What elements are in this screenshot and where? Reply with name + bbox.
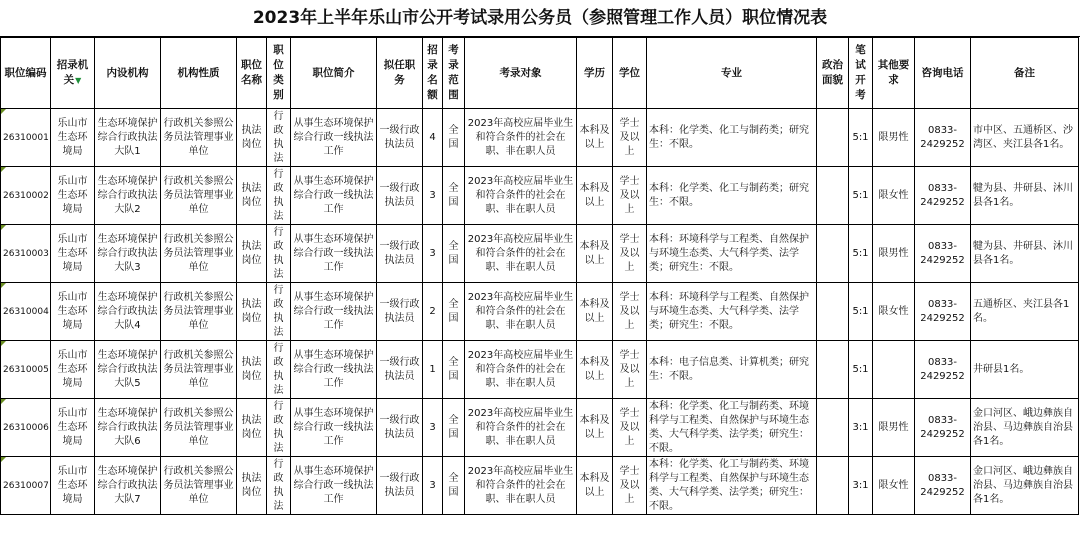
cell-edu[interactable]: 本科及以上	[577, 399, 613, 457]
cell-intro[interactable]: 从事生态环境保护综合行政一线执法工作	[291, 457, 377, 515]
cell-rank[interactable]: 一级行政执法员	[377, 341, 423, 399]
cell-code[interactable]: 26310006	[1, 399, 51, 457]
table-row	[1, 225, 1079, 283]
cell-dept[interactable]: 生态环境保护综合行政执法大队1	[95, 109, 161, 167]
cell-phone[interactable]: 0833-2429252	[915, 399, 971, 457]
cell-edu[interactable]: 本科及以上	[577, 109, 613, 167]
table-row	[1, 457, 1079, 515]
cell-agency[interactable]: 乐山市生态环境局	[51, 399, 95, 457]
cell-major[interactable]: 本科：化学类、化工与制药类、环境科学与工程类、自然保护与环境生态类、大气科学类、法学类；研究生：不限。	[647, 457, 817, 515]
page-title: 2023年上半年乐山市公开考试录用公务员（参照管理工作人员）职位情况表	[0, 0, 1080, 37]
cell-phone[interactable]: 0833-2429252	[915, 283, 971, 341]
cell-intro[interactable]: 从事生态环境保护综合行政一线执法工作	[291, 167, 377, 225]
cell-pos-type[interactable]: 行政执法	[267, 341, 291, 399]
cell-intro[interactable]: 从事生态环境保护综合行政一线执法工作	[291, 399, 377, 457]
cell-intro[interactable]: 从事生态环境保护综合行政一线执法工作	[291, 341, 377, 399]
cell-nature[interactable]: 行政机关参照公务员法管理事业单位	[161, 109, 237, 167]
cell-quota[interactable]: 2	[423, 283, 443, 341]
cell-degree[interactable]: 学士及以上	[613, 109, 647, 167]
cell-pos-type[interactable]: 行政执法	[267, 225, 291, 283]
header-scope[interactable]: 考录范围	[443, 38, 465, 109]
cell-intro[interactable]: 从事生态环境保护综合行政一线执法工作	[291, 283, 377, 341]
header-pos-type[interactable]: 职位类别	[267, 38, 291, 109]
cell-code[interactable]: 26310005	[1, 341, 51, 399]
cell-ratio[interactable]: 5:1	[849, 283, 873, 341]
header-nature[interactable]: 机构性质	[161, 38, 237, 109]
cell-phone[interactable]: 0833-2429252	[915, 341, 971, 399]
cell-ratio[interactable]: 5:1	[849, 109, 873, 167]
cell-note[interactable]: 犍为县、井研县、沐川县各1名。	[971, 225, 1079, 283]
header-code[interactable]: 职位编码	[1, 38, 51, 109]
header-pos-name[interactable]: 职位名称	[237, 38, 267, 109]
cell-pos-name[interactable]: 执法岗位	[237, 457, 267, 515]
cell-scope[interactable]: 全国	[443, 283, 465, 341]
cell-target[interactable]: 2023年高校应届毕业生和符合条件的社会在职、非在职人员	[465, 341, 577, 399]
header-agency[interactable]	[51, 38, 95, 109]
cell-ratio[interactable]: 3:1	[849, 457, 873, 515]
cell-rank[interactable]: 一级行政执法员	[377, 283, 423, 341]
cell-note[interactable]: 金口河区、峨边彝族自治县、马边彝族自治县各1名。	[971, 399, 1079, 457]
cell-politics[interactable]	[817, 399, 849, 457]
cell-nature[interactable]: 行政机关参照公务员法管理事业单位	[161, 283, 237, 341]
cell-edu[interactable]: 本科及以上	[577, 167, 613, 225]
cell-nature[interactable]: 行政机关参照公务员法管理事业单位	[161, 167, 237, 225]
header-quota[interactable]: 招录名额	[423, 38, 443, 109]
cell-target[interactable]: 2023年高校应届毕业生和符合条件的社会在职、非在职人员	[465, 457, 577, 515]
cell-note[interactable]: 犍为县、井研县、沐川县各1名。	[971, 167, 1079, 225]
cell-degree[interactable]: 学士及以上	[613, 283, 647, 341]
cell-other[interactable]	[873, 341, 915, 399]
cell-agency[interactable]: 乐山市生态环境局	[51, 109, 95, 167]
header-target[interactable]: 考录对象	[465, 38, 577, 109]
cell-pos-name[interactable]: 执法岗位	[237, 399, 267, 457]
cell-pos-name[interactable]: 执法岗位	[237, 167, 267, 225]
table-row	[1, 167, 1079, 225]
cell-rank[interactable]: 一级行政执法员	[377, 109, 423, 167]
cell-scope[interactable]: 全国	[443, 457, 465, 515]
table-row	[1, 341, 1079, 399]
cell-other[interactable]: 限男性	[873, 225, 915, 283]
positions-table	[0, 37, 1079, 515]
cell-code[interactable]: 26310004	[1, 283, 51, 341]
header-agency-label: 招录机关	[56, 59, 89, 86]
cell-ratio[interactable]: 5:1	[849, 167, 873, 225]
cell-degree[interactable]: 学士及以上	[613, 341, 647, 399]
cell-quota[interactable]: 3	[423, 225, 443, 283]
cell-pos-name[interactable]: 执法岗位	[237, 341, 267, 399]
header-note[interactable]: 备注	[971, 38, 1079, 109]
cell-dept[interactable]: 生态环境保护综合行政执法大队6	[95, 399, 161, 457]
cell-politics[interactable]	[817, 225, 849, 283]
cell-note[interactable]: 五通桥区、夹江县各1名。	[971, 283, 1079, 341]
cell-quota[interactable]: 3	[423, 457, 443, 515]
cell-code[interactable]: 26310001	[1, 109, 51, 167]
cell-scope[interactable]: 全国	[443, 341, 465, 399]
header-politics[interactable]: 政治面貌	[817, 38, 849, 109]
header-intro[interactable]: 职位简介	[291, 38, 377, 109]
cell-phone[interactable]: 0833-2429252	[915, 225, 971, 283]
cell-scope[interactable]: 全国	[443, 167, 465, 225]
cell-edu[interactable]: 本科及以上	[577, 341, 613, 399]
cell-nature[interactable]: 行政机关参照公务员法管理事业单位	[161, 399, 237, 457]
cell-politics[interactable]	[817, 167, 849, 225]
cell-agency[interactable]: 乐山市生态环境局	[51, 341, 95, 399]
cell-edu[interactable]: 本科及以上	[577, 225, 613, 283]
cell-degree[interactable]: 学士及以上	[613, 225, 647, 283]
header-phone[interactable]: 咨询电话	[915, 38, 971, 109]
cell-quota[interactable]: 3	[423, 399, 443, 457]
cell-major[interactable]: 本科：环境科学与工程类、自然保护与环境生态类、大气科学类、法学类；研究生：不限。	[647, 283, 817, 341]
cell-ratio[interactable]: 3:1	[849, 399, 873, 457]
cell-edu[interactable]: 本科及以上	[577, 283, 613, 341]
cell-other[interactable]: 限男性	[873, 109, 915, 167]
cell-rank[interactable]: 一级行政执法员	[377, 457, 423, 515]
cell-politics[interactable]	[817, 457, 849, 515]
cell-pos-name[interactable]: 执法岗位	[237, 283, 267, 341]
cell-other[interactable]: 限女性	[873, 283, 915, 341]
header-ratio[interactable]: 笔试开考	[849, 38, 873, 109]
cell-note[interactable]: 井研县1名。	[971, 341, 1079, 399]
cell-rank[interactable]: 一级行政执法员	[377, 167, 423, 225]
header-other[interactable]: 其他要求	[873, 38, 915, 109]
cell-politics[interactable]	[817, 341, 849, 399]
cell-politics[interactable]	[817, 109, 849, 167]
header-degree[interactable]: 学位	[613, 38, 647, 109]
header-major[interactable]: 专业	[647, 38, 817, 109]
cell-degree[interactable]: 学士及以上	[613, 167, 647, 225]
cell-code[interactable]: 26310003	[1, 225, 51, 283]
cell-major[interactable]: 本科：化学类、化工与制药类；研究生：不限。	[647, 167, 817, 225]
cell-dept[interactable]: 生态环境保护综合行政执法大队4	[95, 283, 161, 341]
cell-scope[interactable]: 全国	[443, 225, 465, 283]
cell-ratio[interactable]: 5:1	[849, 341, 873, 399]
filter-icon[interactable]: ▼	[75, 76, 82, 85]
cell-code[interactable]: 26310002	[1, 167, 51, 225]
cell-target[interactable]: 2023年高校应届毕业生和符合条件的社会在职、非在职人员	[465, 399, 577, 457]
cell-intro[interactable]: 从事生态环境保护综合行政一线执法工作	[291, 225, 377, 283]
cell-pos-type[interactable]: 行政执法	[267, 167, 291, 225]
cell-dept[interactable]: 生态环境保护综合行政执法大队3	[95, 225, 161, 283]
cell-dept[interactable]: 生态环境保护综合行政执法大队2	[95, 167, 161, 225]
cell-nature[interactable]: 行政机关参照公务员法管理事业单位	[161, 341, 237, 399]
cell-pos-name[interactable]: 执法岗位	[237, 109, 267, 167]
cell-pos-name[interactable]: 执法岗位	[237, 225, 267, 283]
table-row	[1, 283, 1079, 341]
header-row	[1, 38, 1079, 109]
cell-target[interactable]: 2023年高校应届毕业生和符合条件的社会在职、非在职人员	[465, 109, 577, 167]
header-edu[interactable]: 学历	[577, 38, 613, 109]
cell-pos-type[interactable]: 行政执法	[267, 457, 291, 515]
cell-major[interactable]: 本科：化学类、化工与制药类、环境科学与工程类、自然保护与环境生态类、大气科学类、法学类；研究生：不限。	[647, 399, 817, 457]
cell-phone[interactable]: 0833-2429252	[915, 457, 971, 515]
cell-quota[interactable]: 4	[423, 109, 443, 167]
cell-degree[interactable]: 学士及以上	[613, 457, 647, 515]
cell-major[interactable]: 本科：电子信息类、计算机类；研究生：不限。	[647, 341, 817, 399]
cell-pos-type[interactable]: 行政执法	[267, 283, 291, 341]
cell-rank[interactable]: 一级行政执法员	[377, 399, 423, 457]
cell-politics[interactable]	[817, 283, 849, 341]
cell-pos-type[interactable]: 行政执法	[267, 399, 291, 457]
cell-target[interactable]: 2023年高校应届毕业生和符合条件的社会在职、非在职人员	[465, 225, 577, 283]
cell-ratio[interactable]: 5:1	[849, 225, 873, 283]
cell-scope[interactable]: 全国	[443, 399, 465, 457]
cell-degree[interactable]: 学士及以上	[613, 399, 647, 457]
cell-nature[interactable]: 行政机关参照公务员法管理事业单位	[161, 457, 237, 515]
cell-other[interactable]: 限女性	[873, 457, 915, 515]
cell-other[interactable]: 限女性	[873, 167, 915, 225]
cell-major[interactable]: 本科：环境科学与工程类、自然保护与环境生态类、大气科学类、法学类；研究生：不限。	[647, 225, 817, 283]
cell-edu[interactable]: 本科及以上	[577, 457, 613, 515]
cell-agency[interactable]: 乐山市生态环境局	[51, 225, 95, 283]
cell-target[interactable]: 2023年高校应届毕业生和符合条件的社会在职、非在职人员	[465, 283, 577, 341]
cell-phone[interactable]: 0833-2429252	[915, 109, 971, 167]
cell-pos-type[interactable]: 行政执法	[267, 109, 291, 167]
cell-agency[interactable]: 乐山市生态环境局	[51, 283, 95, 341]
cell-dept[interactable]: 生态环境保护综合行政执法大队5	[95, 341, 161, 399]
cell-note[interactable]: 金口河区、峨边彝族自治县、马边彝族自治县各1名。	[971, 457, 1079, 515]
cell-other[interactable]: 限男性	[873, 399, 915, 457]
cell-intro[interactable]: 从事生态环境保护综合行政一线执法工作	[291, 109, 377, 167]
cell-major[interactable]: 本科：化学类、化工与制药类；研究生：不限。	[647, 109, 817, 167]
cell-scope[interactable]: 全国	[443, 109, 465, 167]
cell-quota[interactable]: 1	[423, 341, 443, 399]
cell-dept[interactable]: 生态环境保护综合行政执法大队7	[95, 457, 161, 515]
cell-rank[interactable]: 一级行政执法员	[377, 225, 423, 283]
cell-phone[interactable]: 0833-2429252	[915, 167, 971, 225]
cell-agency[interactable]: 乐山市生态环境局	[51, 457, 95, 515]
cell-nature[interactable]: 行政机关参照公务员法管理事业单位	[161, 225, 237, 283]
header-dept[interactable]: 内设机构	[95, 38, 161, 109]
cell-note[interactable]: 市中区、五通桥区、沙湾区、夹江县各1名。	[971, 109, 1079, 167]
table-row	[1, 109, 1079, 167]
cell-agency[interactable]: 乐山市生态环境局	[51, 167, 95, 225]
header-rank[interactable]: 拟任职务	[377, 38, 423, 109]
cell-code[interactable]: 26310007	[1, 457, 51, 515]
cell-quota[interactable]: 3	[423, 167, 443, 225]
cell-target[interactable]: 2023年高校应届毕业生和符合条件的社会在职、非在职人员	[465, 167, 577, 225]
table-row	[1, 399, 1079, 457]
